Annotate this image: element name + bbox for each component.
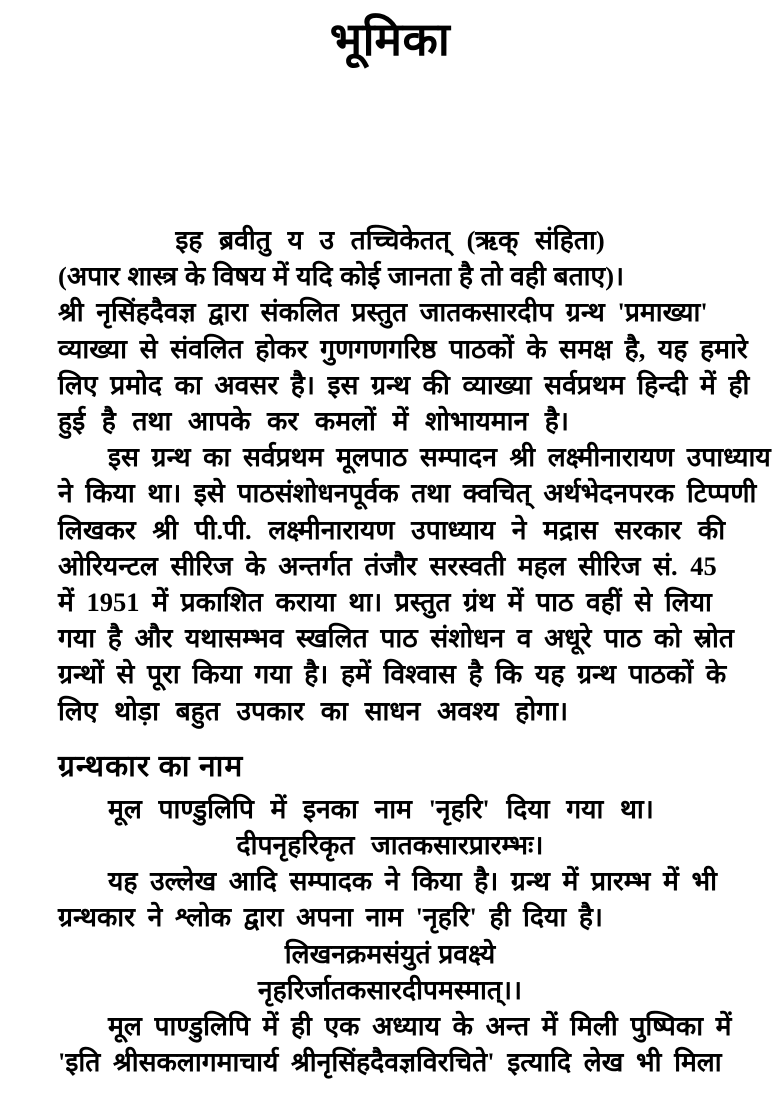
- paragraph-1-line-1: श्री नृसिंहदैवज्ञ द्वारा संकलित प्रस्तुत जातकसारदीप ग्रन्थ 'प्रमाख्या': [58, 297, 708, 328]
- paragraph-1-line-2: व्याख्या से संवलित होकर गुणगणगरिष्ठ पाठकों के समक्ष है, यह हमारे: [58, 333, 748, 364]
- author-name-block-1: [58, 791, 722, 863]
- paragraph-1-line-3: लिए प्रमोद का अवसर है। इस ग्रन्थ की व्याख्या सर्वप्रथम हिन्दी में ही: [58, 369, 750, 400]
- paragraph-2-line-4: ओरियन्टल सीरिज के अन्तर्गत तंजौर सरस्वती महल सीरिज सं. 45: [58, 550, 717, 581]
- page-title: भूमिका: [329, 14, 451, 65]
- verse-block: [58, 936, 722, 1008]
- paragraph-2: [58, 439, 771, 729]
- author-name-block-2: [58, 863, 722, 935]
- colophon-quote: दीपनृहरिकृत जातकसारप्रारम्भः।: [236, 830, 544, 861]
- author-name-line-2b: ग्रन्थकार ने श्लोक द्वारा अपना नाम 'नृहरि' ही दिया है।: [58, 902, 603, 933]
- page-body: [58, 222, 771, 1080]
- section-heading-author-name: ग्रन्थकार का नाम: [58, 749, 244, 783]
- author-name-line-3a: मूल पाण्डुलिपि में ही एक अध्याय के अन्त में मिली पुष्पिका में: [108, 1011, 732, 1042]
- author-name-block-3: [58, 1008, 732, 1080]
- paragraph-2-line-8: लिए थोड़ा बहुत उपकार का साधन अवश्य होगा।: [58, 695, 569, 726]
- verse-line-1: लिखनक्रमसंयुतं प्रवक्ष्ये: [284, 938, 496, 969]
- paragraph-2-line-7: ग्रन्थों से पूरा किया गया है। हमें विश्वास है कि यह ग्रन्थ पाठकों के: [58, 659, 727, 690]
- paragraph-2-line-1: इस ग्रन्थ का सर्वप्रथम मूलपाठ सम्पादन श्री लक्ष्मीनारायण उपाध्याय: [108, 442, 771, 473]
- author-name-line-2a: यह उल्लेख आदि सम्पादक ने किया है। ग्रन्थ में प्रारम्भ में भी: [108, 866, 717, 897]
- paragraph-2-line-3: लिखकर श्री पी.पी. लक्ष्मीनारायण उपाध्याय ने मद्रास सरकार की: [58, 514, 726, 545]
- paragraph-2-line-5: में 1951 में प्रकाशित कराया था। प्रस्तुत ग्रंथ में पाठ वहीं से लिया: [58, 587, 712, 618]
- epigraph-sanskrit: इह ब्रवीतु य उ तच्चिकेतत् (ऋक् संहिता): [175, 225, 605, 255]
- epigraph-block: [58, 222, 722, 294]
- author-name-line-3b: 'इति श्रीसकलागमाचार्य श्रीनृसिंहदैवज्ञविरचिते' इत्यादि लेख भी मिला: [58, 1047, 722, 1078]
- epigraph-gloss: (अपार शास्त्र के विषय में यदि कोई जानता है तो वही बताए)।: [58, 261, 625, 292]
- paragraph-1-line-4: हुई है तथा आपके कर कमलों में शोभायमान है।: [58, 406, 569, 437]
- paragraph-2-line-6: गया है और यथासम्भव स्खलित पाठ संशोधन व अधूरे पाठ को स्रोत: [58, 623, 735, 654]
- author-name-line-1: मूल पाण्डुलिपि में इनका नाम 'नृहरि' दिया गया था।: [108, 793, 654, 824]
- paragraph-1: [58, 294, 750, 439]
- verse-line-2: नृहरिर्जातकसारदीपमस्मात्।।: [257, 974, 523, 1005]
- paragraph-2-line-2: ने किया था। इसे पाठसंशोधनपूर्वक तथा क्वचित् अर्थभेदनपरक टिप्पणी: [58, 478, 757, 509]
